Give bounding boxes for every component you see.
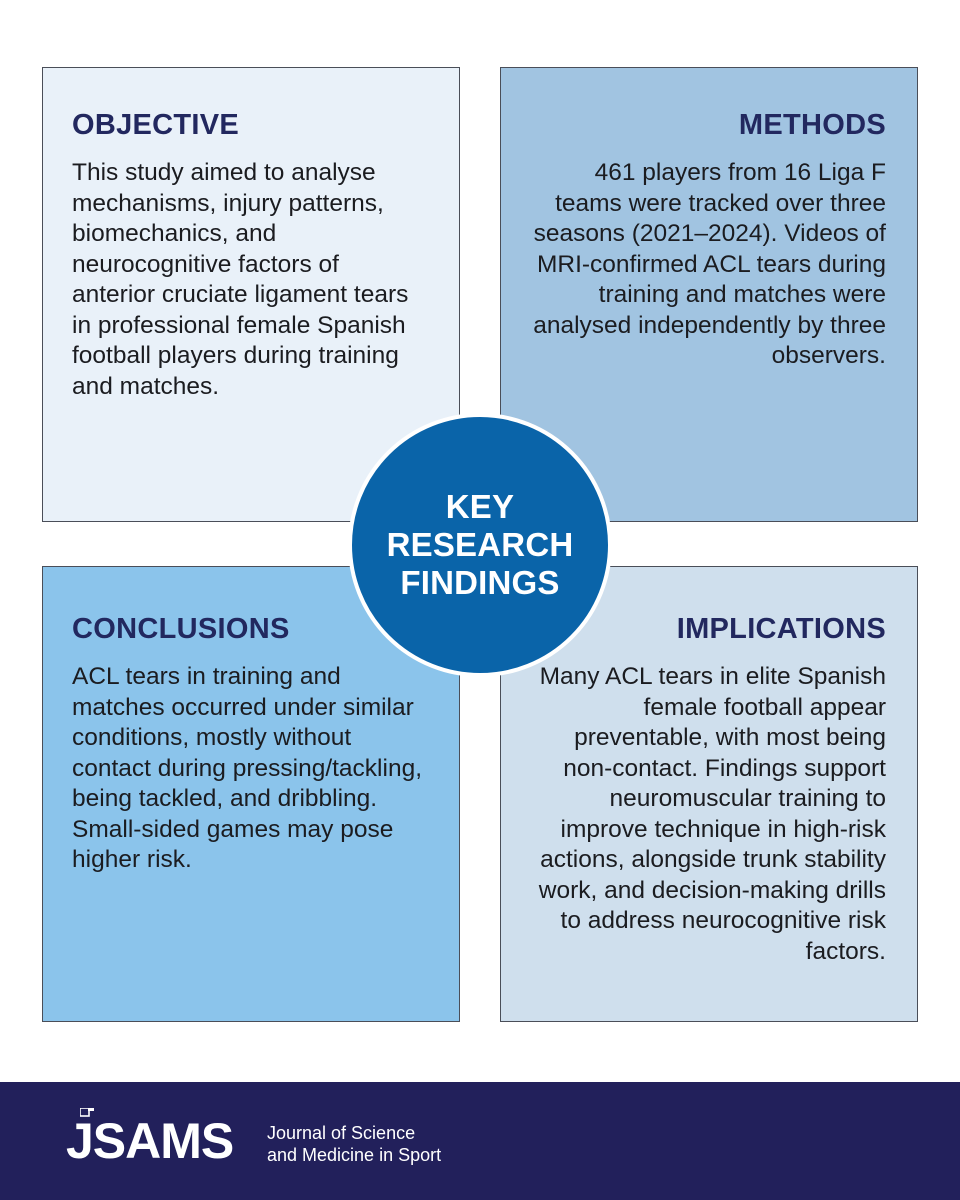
conclusions-text: ACL tears in training and matches occurred under similar conditions, mostly without contact during pressing/tackling, being tackled, and dribbling. Small-sided games may pose higher risk. <box>72 663 422 873</box>
methods-heading: METHODS <box>738 109 886 141</box>
journal-name: Journal of Science and Medicine in Sport <box>267 1123 442 1165</box>
methods-text: 461 players from 16 Liga F teams were tracked over three seasons (2021–2024). Videos of MRI-confirmed ACL tears during training and matches were analysed independently by three observers. <box>533 159 886 369</box>
jsams-logo <box>66 1113 234 1169</box>
key-findings-badge <box>348 413 612 677</box>
objective-heading: OBJECTIVE <box>72 109 240 141</box>
key-findings-title: KEY RESEARCH FINDINGS <box>386 488 574 601</box>
conclusions-heading: CONCLUSIONS <box>72 613 290 645</box>
objective-text: This study aimed to analyse mechanisms, injury patterns, biomechanics, and neurocognitive factors of anterior cruciate ligament tears in professional female Spanish football players during training and matches. <box>72 159 409 400</box>
implications-heading: IMPLICATIONS <box>676 613 886 645</box>
logo-accent-icon <box>80 1108 94 1118</box>
logo-text: JSAMS <box>66 1113 234 1169</box>
implications-text: Many ACL tears in elite Spanish female football appear preventable, with most being non-contact. Findings support neuromuscular training to improve technique in high-risk actions, alongside trunk stability work, and decision-making drills to address neurocognitive risk factors. <box>538 663 886 965</box>
footer-bar <box>0 1082 960 1200</box>
